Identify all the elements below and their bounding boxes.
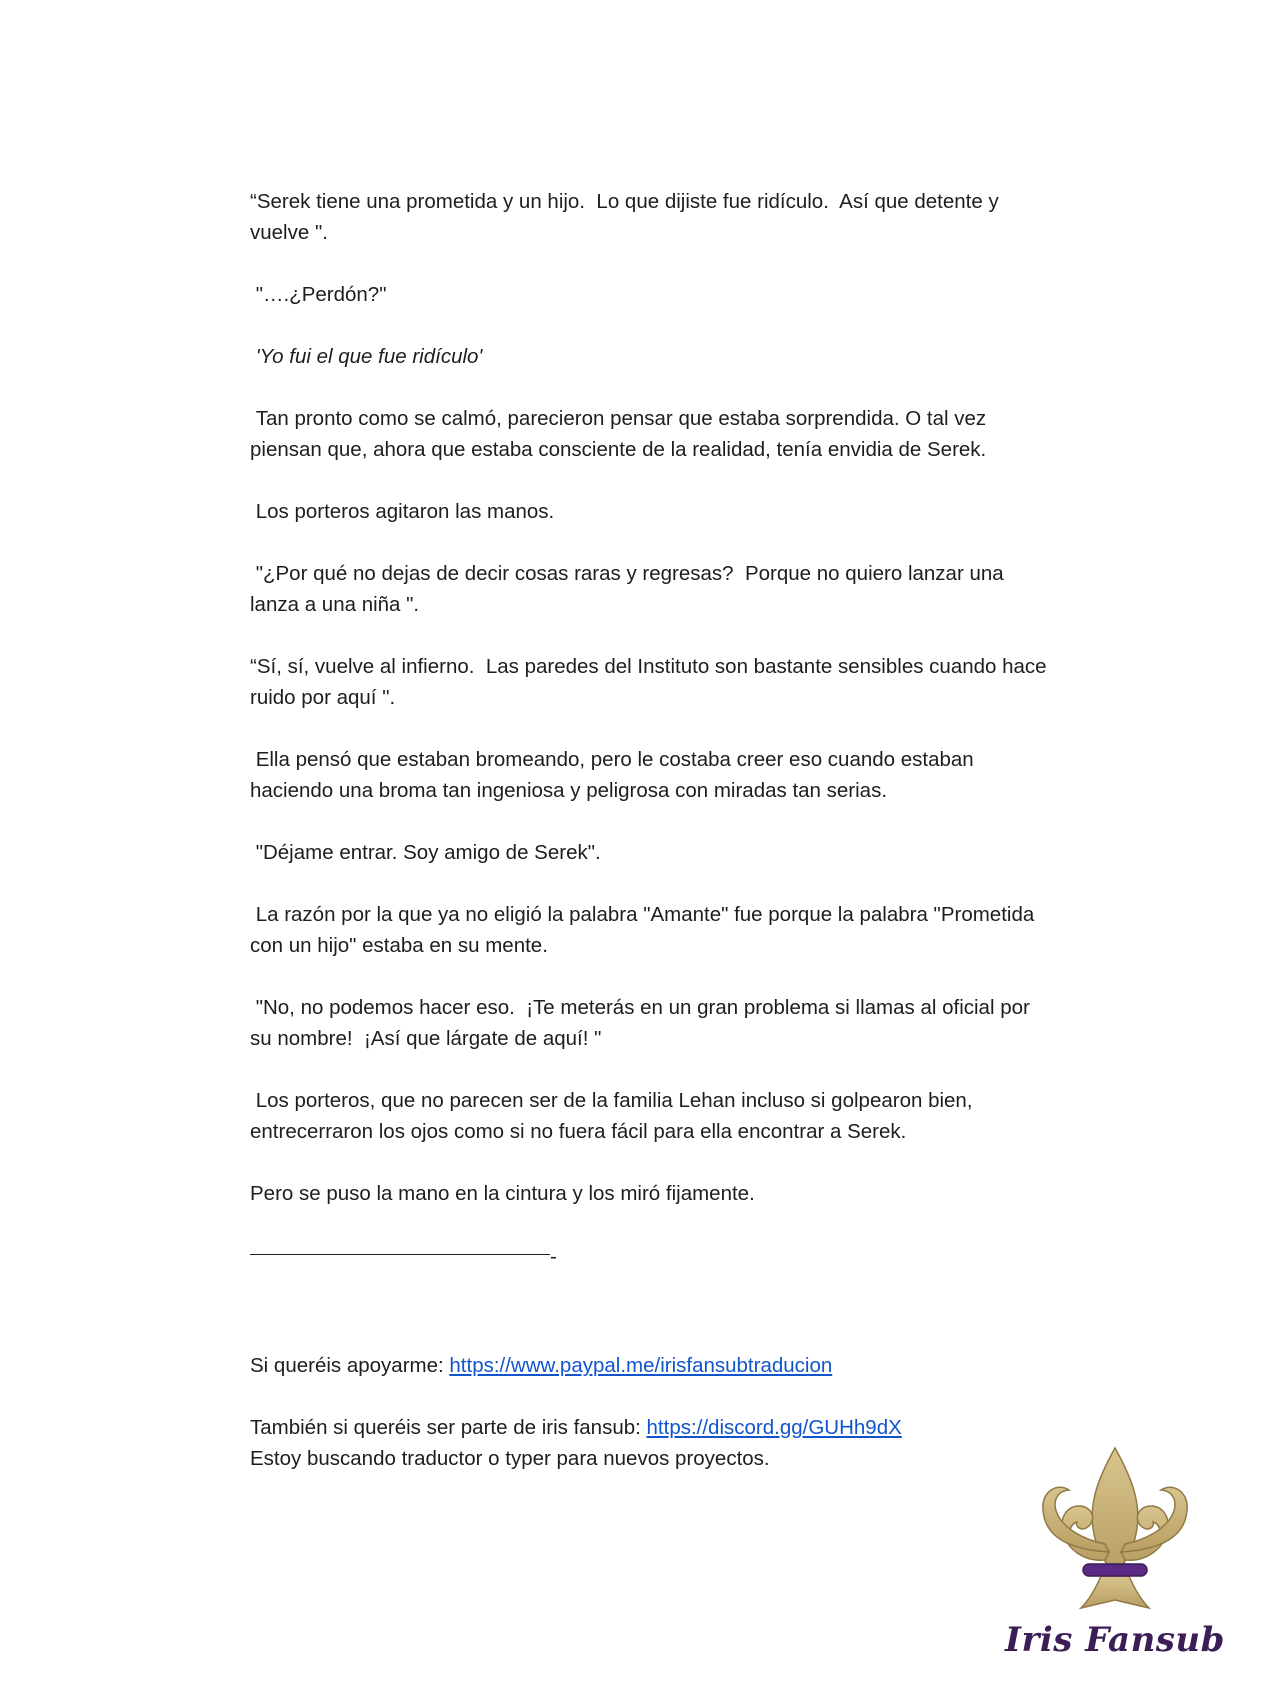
story-paragraph: "Déjame entrar. Soy amigo de Serek". <box>250 841 601 864</box>
fleur-de-lis-icon <box>1005 1440 1225 1620</box>
story-paragraph: "….¿Perdón?" <box>250 283 387 306</box>
paypal-link[interactable]: https://www.paypal.me/irisfansubtraducion <box>449 1354 833 1378</box>
discord-line <box>250 1412 1050 1443</box>
paypal-line <box>250 1350 1050 1381</box>
story-paragraph: “Sí, sí, vuelve al infierno. Las paredes del Instituto son bastante sensibles cuando hace ruido por aquí ". <box>250 655 1053 709</box>
document-body <box>250 186 1053 1474</box>
story-paragraph: "¿Por qué no dejas de decir cosas raras y regresas? Porque no quiero lanzar una lanza a una niña ". <box>250 562 1010 616</box>
story-paragraph: 'Yo fui el que fue ridículo' <box>250 345 483 368</box>
logo-text: Iris Fansub <box>1005 1620 1225 1660</box>
story-paragraph: Los porteros agitaron las manos. <box>250 500 555 523</box>
discord-prefix: También si queréis ser parte de iris fansub: <box>250 1416 647 1440</box>
story-paragraph: La razón por la que ya no eligió la palabra "Amante" fue porque la palabra "Prometida con un hijo" estaba en su mente. <box>250 903 1040 957</box>
support-section <box>250 1350 1050 1474</box>
separator-line <box>250 1240 1050 1272</box>
discord-link[interactable]: https://discord.gg/GUHh9dX <box>646 1416 902 1440</box>
story-paragraphs <box>250 186 1053 1209</box>
story-paragraph: Ella pensó que estaban bromeando, pero le costaba creer eso cuando estaban haciendo una broma tan ingeniosa y peligrosa con miradas tan serias. <box>250 748 980 802</box>
paypal-prefix: Si queréis apoyarme: <box>250 1354 450 1378</box>
story-paragraph: Pero se puso la mano en la cintura y los miró fijamente. <box>250 1182 755 1205</box>
separator-tail: - <box>550 1245 557 1269</box>
story-paragraph: Tan pronto como se calmó, parecieron pensar que estaba sorprendida. O tal vez piensan que, ahora que estaba consciente de la realidad, tenía envidia de Serek. <box>250 407 992 461</box>
story-paragraph: Los porteros, que no parecen ser de la familia Lehan incluso si golpearon bien, entrecerraron los ojos como si no fuera fácil para ella encontrar a Serek. <box>250 1089 979 1143</box>
story-paragraph: "No, no podemos hacer eso. ¡Te meterás en un gran problema si llamas al oficial por su nombre! ¡Así que lárgate de aquí! " <box>250 996 1036 1050</box>
recruit-text: Estoy buscando traductor o typer para nuevos proyectos. <box>250 1447 770 1471</box>
separator-rule <box>250 1254 550 1255</box>
story-paragraph: “Serek tiene una prometida y un hijo. Lo que dijiste fue ridículo. Así que detente y vuelve ". <box>250 190 1005 244</box>
iris-fansub-logo <box>1005 1440 1225 1680</box>
